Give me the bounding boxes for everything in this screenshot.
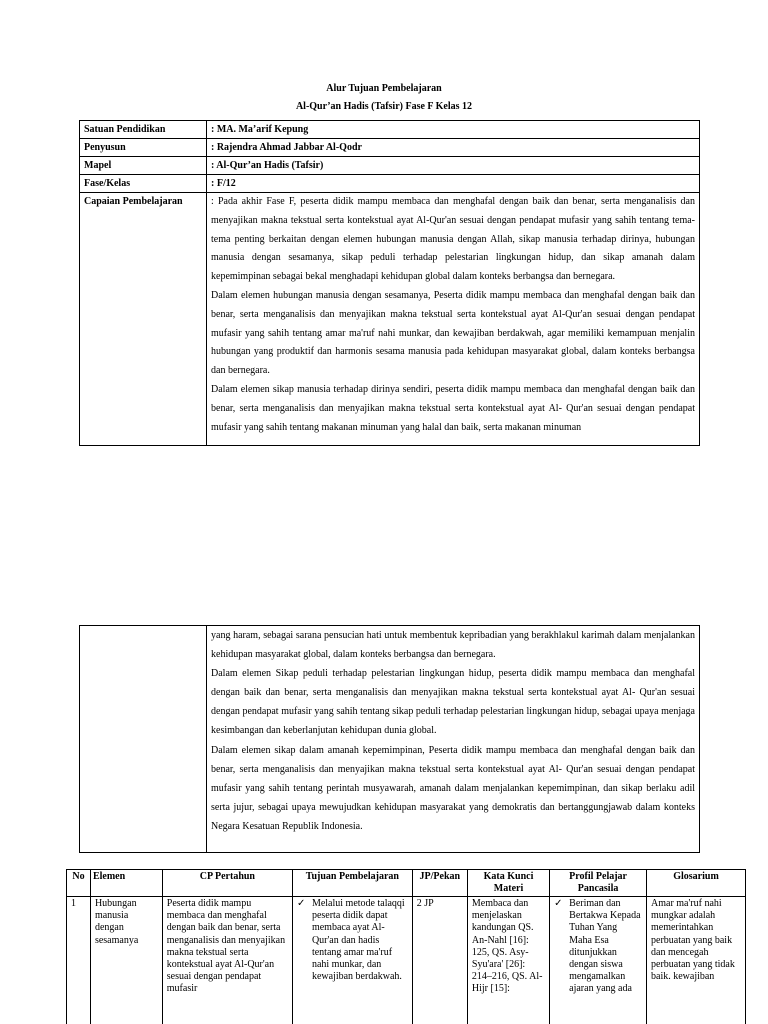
cp-paragraph: yang haram, sebagai sarana pensucian hati untuk membentuk kepribadian yang berakhlakul karimah dalam menjalankan kehidupan masyarakat global, dalam konteks berbangsa dan bernegara. xyxy=(211,630,695,661)
cell-kata-kunci-materi: Membaca dan menjelaskan kandungan QS. An-Nahl [16]: 125, QS. Asy-Syu'ara' [26]: 214–216, QS. Al-Hijr [15]: xyxy=(467,897,549,1024)
label-fase-kelas: Fase/Kelas xyxy=(80,175,207,193)
cp-paragraph: Dalam elemen sikap manusia terhadap dirinya sendiri, peserta didik mampu membaca dan menghafal dengan baik dan benar, serta menganalisis dan menyajikan makna tekstual serta kontekstual ayat Al- Qur'an sesuai dengan pendapat mufasir yang sahih tentang makanan minuman yang halal dan baik, serta makanan minuman xyxy=(211,383,695,433)
capaian-pembelajaran-text xyxy=(207,193,700,446)
cp-paragraph: Dalam elemen sikap dalam amanah kepemimpinan, Peserta didik mampu membaca dan menghafal dengan baik dan benar, serta menganalisis dan menyajikan makna tekstual serta kontekstual ayat Al- Qur'an sesuai dengan pendapat mufasir yang sahih tentang perintah musyawarah, amanah dalam menjalankan kepemimpinan, dan sikap berlaku adil serta jujur, sebagai upaya mewujudkan kehidupan masyarakat yang demokratis dan bertanggungjawab dalam konteks Negara Kesatuan Republik Indonesia. xyxy=(211,744,695,832)
header-profil-pelajar-pancasila: Profil Pelajar Pancasila xyxy=(550,870,647,897)
cell-no: 1 xyxy=(67,897,91,1024)
header-elemen: Elemen xyxy=(90,870,162,897)
table-row xyxy=(80,157,700,175)
cell-elemen: Hubungan manusia dengan sesamanya xyxy=(90,897,162,1024)
header-jp-pekan: JP/Pekan xyxy=(412,870,467,897)
header-cp-pertahun: CP Pertahun xyxy=(162,870,292,897)
header-tujuan-pembelajaran: Tujuan Pembelajaran xyxy=(292,870,412,897)
header-kata-kunci-materi: Kata Kunci Materi xyxy=(467,870,549,897)
cp-paragraph: : Pada akhir Fase F, peserta didik mampu membaca dan menghafal dengan baik dan benar, serta menganalisis dan menyajikan makna tekstual serta kontekstual ayat Al-Qur'an sesuai dengan pendapat mufasir yang sahih tentang tema- tema penting berkaitan dengan elemen hubungan manusia dengan Allah, sikap manusia terhadap dirinya, hubungan manusia dengan sesamanya, sikap peduli terhadap pelestarian lingkungan hidup, dan sikap amanah dalam kepemimpinan sebagai bekal menghadapi kehidupan global dalam konteks berbangsa dan bernegara. xyxy=(211,196,695,283)
value-penyusun: : Rajendra Ahmad Jabbar Al-Qodr xyxy=(207,139,700,157)
cp-continuation-table xyxy=(79,625,700,853)
cp-paragraph: Dalam elemen hubungan manusia dengan sesamanya, Peserta didik mampu membaca dan menghafal dengan baik dan benar, serta menganalisis dan menyajikan makna tekstual serta kontekstual ayat Al-Qur'an sesuai dengan pendapat mufasir yang sahih tentang amar ma'ruf nahi munkar, dan kewajiban berdakwah, agar memiliki kemampuan menjalin hubungan yang produktif dan harmonis sesama manusia pada kehidupan masyarakat global, dalam konteks berbangsa dan bernegara. xyxy=(211,289,695,377)
document-subtitle: Al-Qur’an Hadis (Tafsir) Fase F Kelas 12 xyxy=(295,101,473,112)
table-row xyxy=(80,121,700,139)
cell-tujuan-pembelajaran xyxy=(292,897,412,1024)
table-row xyxy=(67,897,746,1024)
document-title: Alur Tujuan Pembelajaran xyxy=(326,83,442,94)
cell-cp-pertahun: Peserta didik mampu membaca dan menghafal dengan baik dan benar, serta menganalisis dan menyajikan makna tekstual serta kontekstual ayat Al-Qur'an sesuai dengan pendapat mufasir xyxy=(162,897,292,1024)
profil-text: Beriman dan Bertakwa Kepada Tuhan Yang Maha Esa ditunjukkan dengan siswa mengamalkan ajaran yang ada xyxy=(569,898,641,995)
value-satuan-pendidikan: : MA. Ma’arif Kepung xyxy=(207,121,700,139)
value-mapel: : Al-Qur’an Hadis (Tafsir) xyxy=(207,157,700,175)
table-header-row xyxy=(67,870,746,897)
cell-glosarium: Amar ma'ruf nahi mungkar adalah memerintahkan perbuatan yang baik dan mencegah perbuatan yang tidak baik. kewajiban xyxy=(647,897,746,1024)
checkmark-icon: ✓ xyxy=(554,898,563,909)
label-capaian-pembelajaran: Capaian Pembelajaran xyxy=(80,193,207,446)
label-penyusun: Penyusun xyxy=(80,139,207,157)
table-row xyxy=(80,139,700,157)
table-row xyxy=(80,193,700,446)
identity-table xyxy=(79,120,700,446)
cell-profil-pelajar-pancasila xyxy=(550,897,647,1024)
empty-label-cell xyxy=(80,626,207,853)
header-glosarium: Glosarium xyxy=(647,870,746,897)
table-row xyxy=(80,175,700,193)
tujuan-text: Melalui metode talaqqi peserta didik dapat membaca ayat Al-Qur'an dan hadis tentang amar ma'ruf nahi munkar, dan kewajiban berdakwah. xyxy=(311,898,405,983)
table-row xyxy=(80,626,700,853)
label-satuan-pendidikan: Satuan Pendidikan xyxy=(80,121,207,139)
cell-jp-pekan: 2 JP xyxy=(412,897,467,1024)
cp-paragraph: Dalam elemen Sikap peduli terhadap pelestarian lingkungan hidup, peserta didik mampu membaca dan menghafal dengan baik dan benar, serta menganalisis dan menyajikan makna tekstual serta kontekstual ayat Al- Qur'an sesuai dengan pendapat mufasir yang sahih tentang sikap peduli terhadap pelestarian lingkungan hidup, sebagai upaya menjaga kesimbangan dan keberlanjutan kehidupan dunia global. xyxy=(211,668,695,737)
cp-continuation-text xyxy=(207,626,700,853)
label-mapel: Mapel xyxy=(80,157,207,175)
checkmark-icon: ✓ xyxy=(296,898,306,909)
value-fase-kelas: : F/12 xyxy=(207,175,700,193)
header-no: No xyxy=(67,870,91,897)
atp-table xyxy=(66,869,746,1024)
